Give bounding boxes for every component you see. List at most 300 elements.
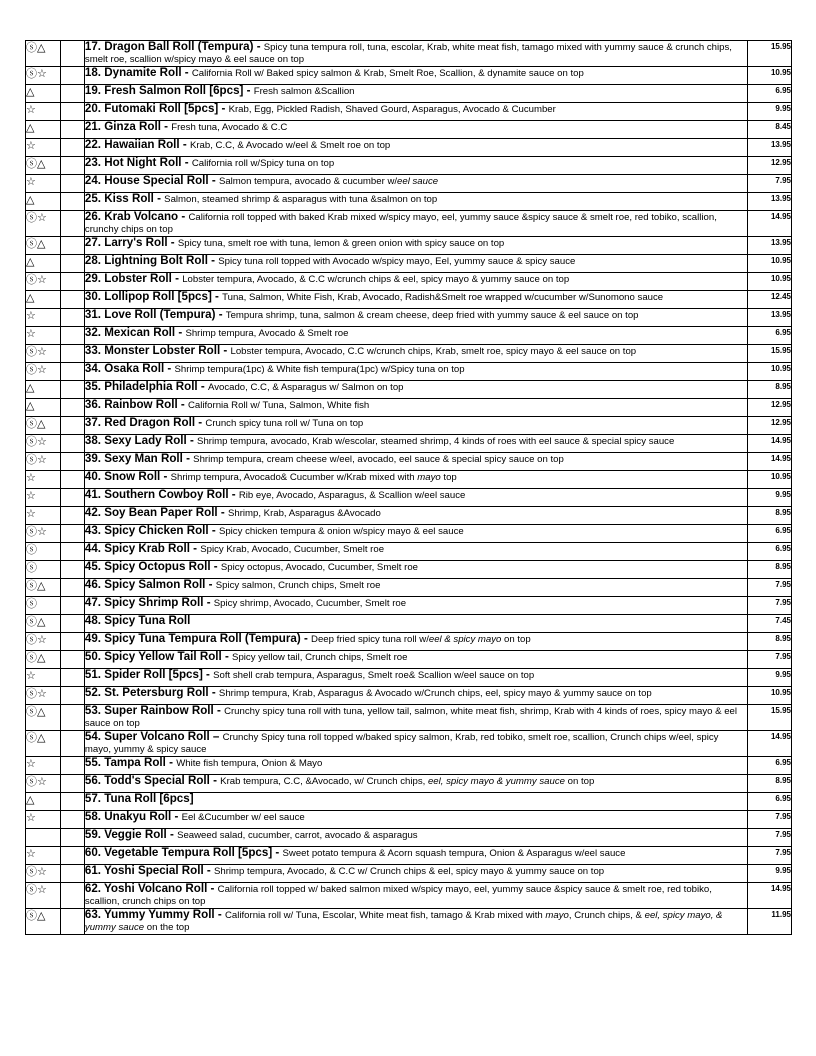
menu-item-row	[26, 139, 792, 157]
item-separator: -	[181, 156, 192, 169]
item-description	[220, 776, 594, 787]
item-separator: -	[253, 40, 264, 53]
item-separator: -	[166, 828, 178, 841]
item-name: 18. Dynamite Roll	[84, 66, 182, 79]
item-blank-cell	[61, 543, 85, 561]
item-separator: -	[272, 846, 283, 859]
item-name: 46. Spicy Salmon Roll	[84, 578, 206, 591]
item-symbols: ☆	[26, 309, 61, 327]
item-blank-cell	[61, 435, 85, 453]
item-blank-cell	[61, 705, 85, 731]
item-blank-cell	[61, 651, 85, 669]
item-symbols: △	[26, 291, 61, 309]
menu-table	[25, 40, 792, 935]
item-blank-cell	[61, 211, 85, 237]
item-blank-cell	[61, 399, 85, 417]
item-name: 20. Futomaki Roll [5pcs]	[84, 102, 219, 115]
item-description-text: Avocado, C.C, & Asparagus w/ Salmon on top	[207, 382, 404, 393]
menu-item-row	[26, 829, 792, 847]
item-name: 28. Lightning Bolt Roll	[84, 254, 208, 267]
item-name: 26. Krab Volcano	[84, 210, 179, 223]
item-description-text: California roll topped with baked Krab mixed w/spicy mayo, eel, yummy sauce &spicy sauce & smelt roe, red tobiko, scallion, crunchy chips on top	[84, 212, 717, 235]
item-blank-cell	[61, 139, 85, 157]
item-description	[219, 176, 438, 187]
menu-item-row	[26, 543, 792, 561]
item-price: 13.95	[747, 193, 791, 211]
item-description-text: on the top	[144, 922, 190, 933]
item-separator: -	[208, 174, 219, 187]
item-description-text: Shrimp tempura, Krab, Asparagus & Avocado w/Crunch chips, eel, spicy mayo & yummy sauce on top	[218, 688, 652, 699]
item-description-cell	[84, 811, 747, 829]
item-price: 7.95	[747, 811, 791, 829]
item-symbols: ⓢ☆	[26, 687, 61, 705]
item-name: 29. Lobster Roll	[84, 272, 172, 285]
item-symbols: ⓢ	[26, 561, 61, 579]
menu-item-row	[26, 471, 792, 489]
item-separator: -	[217, 506, 228, 519]
item-description-cell	[84, 345, 747, 363]
item-name: 31. Love Roll (Tempura)	[84, 308, 216, 321]
item-name: 62. Yoshi Volcano Roll	[84, 882, 208, 895]
item-price: 8.95	[747, 633, 791, 651]
item-price: 6.95	[747, 793, 791, 811]
item-price: 13.95	[747, 237, 791, 255]
item-name: 42. Soy Bean Paper Roll	[84, 506, 218, 519]
item-symbols: △	[26, 121, 61, 139]
menu-item-row	[26, 417, 792, 435]
item-separator: –	[209, 730, 223, 743]
item-description-text: Sweet potato tempura & Acorn squash tempura, Onion & Asparagus w/eel sauce	[282, 848, 626, 859]
menu-item-row	[26, 453, 792, 471]
item-blank-cell	[61, 103, 85, 121]
item-description-cell	[84, 435, 747, 453]
item-description-italic: eel, spicy mayo, & yummy sauce	[84, 910, 723, 933]
item-description	[205, 418, 363, 429]
item-description	[226, 310, 639, 321]
item-blank-cell	[61, 381, 85, 399]
item-description-cell	[84, 731, 747, 757]
item-price: 8.95	[747, 507, 791, 525]
item-description-text: Salmon tempura, avocado & cucumber w/	[218, 176, 398, 187]
item-blank-cell	[61, 255, 85, 273]
item-price: 12.95	[747, 399, 791, 417]
item-description-cell	[84, 273, 747, 291]
menu-item-row	[26, 399, 792, 417]
item-description-cell	[84, 121, 747, 139]
item-separator: -	[182, 452, 194, 465]
item-blank-cell	[61, 453, 85, 471]
item-symbols: ⓢ△	[26, 651, 61, 669]
item-description	[174, 364, 464, 375]
item-symbols: △	[26, 381, 61, 399]
menu-item-row	[26, 489, 792, 507]
item-name: 52. St. Petersburg Roll	[84, 686, 209, 699]
item-description	[219, 688, 652, 699]
menu-item-row	[26, 579, 792, 597]
menu-item-row	[26, 273, 792, 291]
item-separator: -	[207, 254, 219, 267]
item-description-text: Spicy Krab, Avocado, Cucumber, Smelt roe	[200, 544, 385, 555]
item-description-text: Shrimp tempura, Avocado, & C.C w/ Crunch chips & eel, spicy mayo & yummy sauce on top	[214, 866, 605, 877]
item-description-text: White fish tempura, Onion & Mayo	[176, 758, 323, 769]
item-price: 7.95	[747, 597, 791, 615]
item-description-text: Deep fried spicy tuna roll w/	[311, 634, 429, 645]
item-symbols: ⓢ☆	[26, 345, 61, 363]
item-price: 7.95	[747, 847, 791, 865]
item-description	[182, 274, 569, 285]
item-blank-cell	[61, 471, 85, 489]
item-blank-cell	[61, 193, 85, 211]
item-symbols: ⓢ△	[26, 909, 61, 935]
item-description-text: Tempura shrimp, tuna, salmon & cream cheese, deep fried with yummy sauce & eel sauce on top	[225, 310, 639, 321]
item-name: 43. Spicy Chicken Roll	[84, 524, 209, 537]
item-blank-cell	[61, 175, 85, 193]
item-description-text: Lobster tempura, Avocado, C.C w/crunch chips, Krab, smelt roe, spicy mayo & eel sauce on top	[230, 346, 637, 357]
item-description-cell	[84, 525, 747, 543]
item-description-text: top	[440, 472, 457, 483]
item-blank-cell	[61, 237, 85, 255]
item-description-cell	[84, 829, 747, 847]
item-blank-cell	[61, 615, 85, 633]
item-blank-cell	[61, 489, 85, 507]
item-name: 50. Spicy Yellow Tail Roll	[84, 650, 222, 663]
item-price: 13.95	[747, 139, 791, 157]
item-description-text: Seaweed salad, cucumber, carrot, avocado & asparagus	[177, 830, 418, 841]
item-description-cell	[84, 757, 747, 775]
item-price: 6.95	[747, 525, 791, 543]
item-name: 54. Super Volcano Roll	[84, 730, 210, 743]
item-name: 37. Red Dragon Roll	[84, 416, 196, 429]
item-name: 53. Super Rainbow Roll	[84, 704, 214, 717]
item-price: 15.95	[747, 705, 791, 731]
item-price: 9.95	[747, 489, 791, 507]
item-blank-cell	[61, 85, 85, 103]
item-description	[171, 122, 287, 133]
menu-item-row	[26, 847, 792, 865]
item-price: 8.45	[747, 121, 791, 139]
item-blank-cell	[61, 829, 85, 847]
item-description-text: Lobster tempura, Avocado, & C.C w/crunch chips & eel, spicy mayo & yummy sauce on top	[182, 274, 570, 285]
item-description-cell	[84, 793, 747, 811]
item-symbols: ⓢ☆	[26, 865, 61, 883]
item-name: 36. Rainbow Roll	[84, 398, 178, 411]
item-description-text: Fresh tuna, Avocado & C.C	[171, 122, 288, 133]
item-separator: -	[208, 686, 219, 699]
item-description-text: Crunchy spicy tuna roll with tuna, yellow tail, salmon, white meat fish, shrimp, Krab with 4 kinds of roes, spicy mayo & eel sauce on top	[84, 706, 738, 729]
item-description-text: Krab tempura, C.C, &Avocado, w/ Crunch chips,	[220, 776, 428, 787]
item-symbols: ⓢ△	[26, 731, 61, 757]
item-description-cell	[84, 139, 747, 157]
item-name: 61. Yoshi Special Roll	[84, 864, 204, 877]
item-description-italic: eel, spicy mayo & yummy sauce	[427, 776, 565, 787]
item-description-cell	[84, 417, 747, 435]
item-name: 21. Ginza Roll	[84, 120, 161, 133]
item-separator: -	[186, 434, 198, 447]
item-separator: -	[210, 560, 221, 573]
menu-item-row	[26, 255, 792, 273]
item-description-cell	[84, 237, 747, 255]
item-separator: -	[214, 908, 225, 921]
menu-item-row	[26, 309, 792, 327]
item-price: 9.95	[747, 669, 791, 687]
item-description	[192, 158, 334, 169]
item-blank-cell	[61, 847, 85, 865]
menu-item-row	[26, 525, 792, 543]
item-name: 49. Spicy Tuna Tempura Roll (Tempura)	[84, 632, 301, 645]
item-separator: -	[189, 542, 201, 555]
item-description-cell	[84, 561, 747, 579]
item-description	[176, 758, 322, 769]
item-blank-cell	[61, 731, 85, 757]
item-blank-cell	[61, 883, 85, 909]
item-symbols: ⓢ	[26, 597, 61, 615]
item-separator: -	[221, 650, 233, 663]
item-name: 32. Mexican Roll	[84, 326, 176, 339]
item-symbols: ☆	[26, 471, 61, 489]
item-description-text: Spicy chicken tempura & onion w/spicy mayo & eel sauce	[218, 526, 464, 537]
item-symbols: ⓢ☆	[26, 273, 61, 291]
item-name: 19. Fresh Salmon Roll [6pcs]	[84, 84, 244, 97]
item-description-cell	[84, 775, 747, 793]
item-symbols: △	[26, 399, 61, 417]
item-symbols: ⓢ☆	[26, 435, 61, 453]
item-symbols: ⓢ☆	[26, 633, 61, 651]
item-price: 7.95	[747, 829, 791, 847]
item-separator: -	[211, 290, 223, 303]
item-name: 17. Dragon Ball Roll (Tempura)	[84, 40, 254, 53]
item-description-text: California Roll w/ Tuna, Salmon, White fish	[187, 400, 370, 411]
item-blank-cell	[61, 757, 85, 775]
item-description-cell	[84, 543, 747, 561]
item-symbols: △	[26, 793, 61, 811]
item-symbols: ⓢ△	[26, 157, 61, 175]
item-blank-cell	[61, 561, 85, 579]
item-description-cell	[84, 211, 747, 237]
item-separator: -	[153, 192, 165, 205]
item-separator: -	[160, 470, 171, 483]
item-description	[171, 472, 457, 483]
item-description	[214, 598, 406, 609]
item-description-cell	[84, 381, 747, 399]
menu-item-row	[26, 687, 792, 705]
item-price: 10.95	[747, 67, 791, 85]
item-blank-cell	[61, 291, 85, 309]
item-description	[216, 580, 381, 591]
item-separator: -	[215, 308, 226, 321]
item-name: 40. Snow Roll	[84, 470, 161, 483]
item-separator: -	[164, 362, 175, 375]
item-description-cell	[84, 363, 747, 381]
item-description	[232, 652, 407, 663]
item-price: 14.95	[747, 883, 791, 909]
item-separator: -	[213, 704, 225, 717]
item-description-cell	[84, 471, 747, 489]
item-description-cell	[84, 175, 747, 193]
item-name: 35. Philadelphia Roll	[84, 380, 198, 393]
item-blank-cell	[61, 597, 85, 615]
item-symbols: ⓢ☆	[26, 525, 61, 543]
item-price: 10.95	[747, 363, 791, 381]
item-blank-cell	[61, 909, 85, 935]
item-blank-cell	[61, 417, 85, 435]
item-description	[213, 670, 534, 681]
item-name: 27. Larry's Roll	[84, 236, 168, 249]
item-symbols: ☆	[26, 507, 61, 525]
menu-item-row	[26, 103, 792, 121]
item-price: 10.95	[747, 687, 791, 705]
item-description-text: Spicy octopus, Avocado, Cucumber, Smelt roe	[220, 562, 418, 573]
item-description-text: Shrimp tempura, cream cheese w/eel, avocado, eel sauce & special spicy sauce on top	[193, 454, 564, 465]
item-symbols: ☆	[26, 847, 61, 865]
menu-item-row	[26, 669, 792, 687]
menu-item-row	[26, 775, 792, 793]
item-description-text: Shrimp tempura, Avocado & Smelt roe	[185, 328, 349, 339]
menu-item-row	[26, 121, 792, 139]
item-description-text: Spicy salmon, Crunch chips, Smelt roe	[215, 580, 381, 591]
item-description-text: Shrimp tempura, avocado, Krab w/escolar, steamed shrimp, 4 kinds of roes with eel sauce & special spicy sauce	[197, 436, 675, 447]
item-name: 23. Hot Night Roll	[84, 156, 182, 169]
item-price: 15.95	[747, 345, 791, 363]
item-symbols: ⓢ△	[26, 41, 61, 67]
item-separator: -	[205, 578, 216, 591]
item-description-text: Spicy yellow tail, Crunch chips, Smelt roe	[232, 652, 408, 663]
item-blank-cell	[61, 67, 85, 85]
item-description	[190, 140, 390, 151]
item-price: 10.95	[747, 273, 791, 291]
menu-item-row	[26, 67, 792, 85]
item-description-cell	[84, 507, 747, 525]
item-name: 56. Todd's Special Roll	[84, 774, 210, 787]
item-blank-cell	[61, 41, 85, 67]
item-description-cell	[84, 597, 747, 615]
menu-item-row	[26, 363, 792, 381]
item-description-cell	[84, 865, 747, 883]
item-separator: -	[171, 810, 182, 823]
item-blank-cell	[61, 669, 85, 687]
menu-item-row	[26, 381, 792, 399]
item-blank-cell	[61, 507, 85, 525]
item-price: 7.95	[747, 651, 791, 669]
item-separator: -	[207, 882, 218, 895]
item-separator: -	[220, 344, 231, 357]
item-symbols: ☆	[26, 669, 61, 687]
item-symbols: ⓢ△	[26, 237, 61, 255]
item-name: 59. Veggie Roll	[84, 828, 167, 841]
item-price: 6.95	[747, 543, 791, 561]
menu-item-row	[26, 175, 792, 193]
item-description-text: California roll topped w/ baked salmon mixed w/spicy mayo, eel, yummy sauce &spicy sauce & smelt roe, red tobiko, scallion, crunch chips on top	[84, 884, 712, 907]
item-blank-cell	[61, 363, 85, 381]
item-blank-cell	[61, 309, 85, 327]
item-name: 30. Lollipop Roll [5pcs]	[84, 290, 212, 303]
item-description-cell	[84, 291, 747, 309]
menu-item-row	[26, 561, 792, 579]
item-separator: -	[175, 326, 186, 339]
item-description-text: California Roll w/ Baked spicy salmon & Krab, Smelt Roe, Scallion, & dynamite sauce on top	[191, 68, 584, 79]
item-separator: -	[197, 380, 208, 393]
item-description-italic: mayo	[545, 910, 569, 921]
item-description-cell	[84, 687, 747, 705]
item-description-cell	[84, 255, 747, 273]
item-symbols: ☆	[26, 489, 61, 507]
item-description-text: Krab, Egg, Pickled Radish, Shaved Gourd, Asparagus, Avocado & Cucumber	[228, 104, 556, 115]
menu-item-row	[26, 883, 792, 909]
item-description-text: on top	[564, 776, 595, 787]
item-price: 8.95	[747, 561, 791, 579]
item-description-cell	[84, 651, 747, 669]
item-description-text: Rib eye, Avocado, Asparagus, & Scallion w/eel sauce	[238, 490, 466, 501]
menu-item-row	[26, 291, 792, 309]
item-price: 10.95	[747, 471, 791, 489]
item-description	[200, 544, 384, 555]
item-symbols: △	[26, 85, 61, 103]
item-separator: -	[243, 84, 254, 97]
item-separator: -	[165, 756, 177, 769]
item-description	[208, 382, 404, 393]
item-blank-cell	[61, 633, 85, 651]
item-price: 11.95	[747, 909, 791, 935]
menu-item-row	[26, 85, 792, 103]
item-symbols: ⓢ△	[26, 579, 61, 597]
item-symbols: ☆	[26, 103, 61, 121]
item-symbols: ⓢ☆	[26, 211, 61, 237]
item-blank-cell	[61, 273, 85, 291]
item-symbols: ⓢ	[26, 543, 61, 561]
item-name: 47. Spicy Shrimp Roll	[84, 596, 204, 609]
item-name: 57. Tuna Roll [6pcs]	[84, 792, 194, 805]
item-separator: -	[300, 632, 312, 645]
item-name: 39. Sexy Man Roll	[84, 452, 183, 465]
item-description	[219, 526, 464, 537]
item-description-cell	[84, 67, 747, 85]
menu-item-row	[26, 731, 792, 757]
item-description	[239, 490, 465, 501]
item-price: 7.95	[747, 175, 791, 193]
item-description-cell	[84, 847, 747, 865]
item-name: 51. Spider Roll [5pcs]	[84, 668, 203, 681]
item-description-text: California roll w/Spicy tuna on top	[191, 158, 335, 169]
item-separator: -	[209, 774, 221, 787]
item-description-cell	[84, 615, 747, 633]
item-description-cell	[84, 489, 747, 507]
menu-item-row	[26, 705, 792, 731]
item-description-text: Fresh salmon &Scallion	[253, 86, 355, 97]
item-separator: -	[228, 488, 239, 501]
menu-item-row	[26, 793, 792, 811]
item-price: 7.45	[747, 615, 791, 633]
item-price: 12.95	[747, 157, 791, 175]
item-price: 12.45	[747, 291, 791, 309]
item-name: 48. Spicy Tuna Roll	[84, 614, 191, 627]
item-price: 14.95	[747, 453, 791, 471]
item-price: 13.95	[747, 309, 791, 327]
item-separator: -	[167, 236, 178, 249]
menu-item-row	[26, 507, 792, 525]
item-symbols: ⓢ☆	[26, 883, 61, 909]
item-price: 14.95	[747, 435, 791, 453]
item-description	[214, 866, 604, 877]
item-name: 45. Spicy Octopus Roll	[84, 560, 211, 573]
item-description-cell	[84, 157, 747, 175]
item-symbols: ⓢ☆	[26, 67, 61, 85]
item-blank-cell	[61, 121, 85, 139]
item-name: 25. Kiss Roll	[84, 192, 154, 205]
item-separator: -	[160, 120, 172, 133]
item-description-cell	[84, 399, 747, 417]
item-symbols: ☆	[26, 139, 61, 157]
menu-item-row	[26, 237, 792, 255]
item-description-text: Spicy tuna roll topped with Avocado w/spicy mayo, Eel, yummy sauce & spicy sauce	[218, 256, 576, 267]
